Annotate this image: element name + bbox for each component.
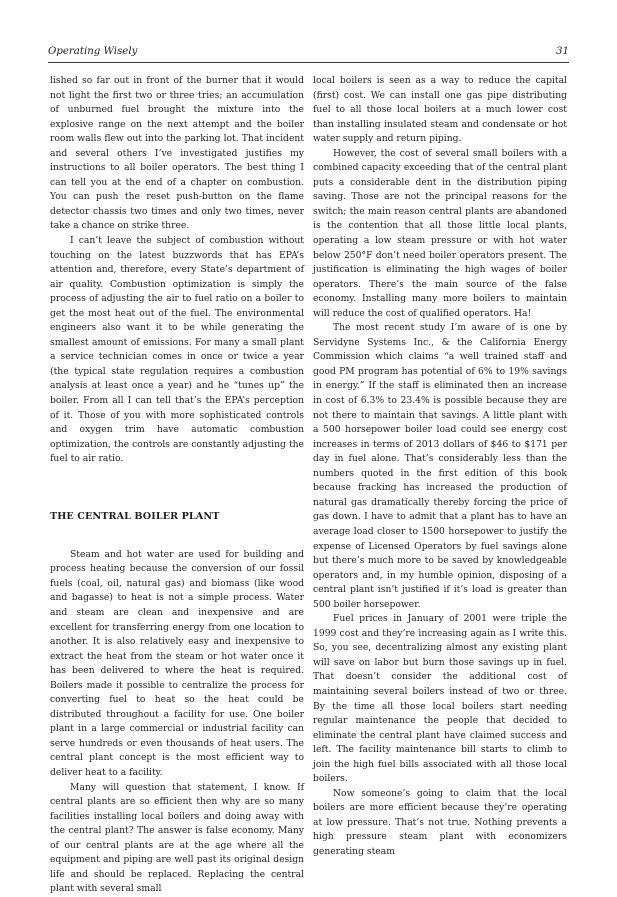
right-paragraph-2: However, the cost of several small boilers with a combined capacity exceeding that of the central plant puts a considerable dent in the distribution piping saving. Those are not the principal reasons for the switch; the main reason central plants are abandoned is the contention that all those little local plants, operating a low steam pressure or with hot water below 250°F don’t need boiler operators present. The justification is eliminating the high wages of boiler operators. There’s the main source of the false economy. Installing many more boilers to maintain will reduce the cost of qualified operators. Ha!: [313, 147, 567, 319]
page-number: 31: [556, 46, 569, 57]
right-column: [313, 74, 567, 860]
section-heading: THE CENTRAL BOILER PLANT: [50, 510, 220, 522]
right-paragraph-3: The most recent study I’m aware of is one by Servidyne Systems Inc., & the California Energy Commission which claims “a well trained staff and good PM program has potential of 6% to 19% savings in energy.” If the staff is eliminated then an increase in cost of 6.3% to 23.4% is possible because they are not there to maintain that savings. A little plant with a 500 horsepower boiler load could see energy cost increases in terms of 2013 dollars of $46 to $171 per day in fuel alone. That’s considerably less than the numbers quoted in the first edition of this book because fracking has increased the production of natural gas dramatically thereby forcing the price of gas down. I have to admit that a plant has to have an average load closer to 1500 horsepower to justify the expense of Licensed Operators by fuel savings alone but there’s much more to be saved by knowledgeable operators and, in my humble opinion, disposing of a central plant isn’t justified if it’s load is greater than 500 boiler horsepower.: [313, 322, 567, 610]
running-title: Operating Wisely: [48, 46, 138, 57]
right-paragraph-1: local boilers is seen as a way to reduce the capital (first) cost. We can install one gas pipe distributing fuel to all those local boilers at a much lower cost than installing insulated steam and condensate or hot water supply and return piping.: [313, 75, 567, 145]
left-paragraph-2: I can’t leave the subject of combustion without touching on the latest buzzwords that has EPA’s attention and, therefore, every State’s department of air quality. Combustion optimization is simply the process of adjusting the air to fuel ratio on a boiler to get the most heat out of the fuel. The environmental engineers also want it to be while generating the smallest amount of emissions. For many a small plant a service technician comes in once or twice a year (the typical state regulation requires a combustion analysis at least once a year) and he “tunes up” the boiler. From all I can tell that’s the EPA’s perception of it. Those of you with more sophisticated controls and oxygen trim have automatic combustion optimization, the controls are constantly adjusting the fuel to air ratio.: [50, 235, 304, 465]
right-paragraph-5: Now someone’s going to claim that the local boilers are more efficient because they’re operating at low pressure. That’s not true. Nothing prevents a high pressure steam plant with economizers generating steam: [313, 787, 567, 857]
right-paragraph-4: Fuel prices in January of 2001 were triple the 1999 cost and they’re increasing again as I write this. So, you see, decentralizing almost any existing plant will save on labor but burn those savings up in fuel. That doesn’t consider the additional cost of maintaining several boilers instead of two or three. By the time all those local boilers start needing regular maintenance the people that decided to eliminate the central plant have claimed success and left. The facility maintenance bill starts to climb to join the high fuel bills associated with all those local boilers.: [313, 613, 567, 785]
left-column: [50, 74, 304, 897]
left-paragraph-1: lished so far out in front of the burner that it would not light the first two or three tries; an accumulation of unburned fuel brought the mixture into the explosive range on the next attempt and the boiler room walls flew out into the parking lot. That incident and several others I’ve investigated justifies my instructions to all boiler operators. The best thing I can tell you at the end of a chapter on combustion. You can push the reset push-button on the flame detector chassis two times and only two times, never take a chance on strike three.: [50, 75, 304, 232]
left-paragraph-4: Many will question that statement, I know. If central plants are so efficient then why are so many facilities installing local boilers and doing away with the central plant? The answer is false economy. Many of our central plants are at the age where all the equipment and piping are well past its original design life and should be replaced. Replacing the central plant with several small: [50, 781, 304, 895]
running-header: [48, 44, 569, 63]
left-paragraph-3: Steam and hot water are used for building and process heating because the conversion of our fossil fuels (coal, oil, natural gas) and biomass (like wood and bagasse) to heat is not a simple process. Water and steam are clean and inexpensive and are excellent for transferring energy from one location to another. It is also relatively easy and inexpensive to extract the heat from the steam or hot water once it has been delivered to where the heat is required. Boilers made it possible to centralize the process for converting fuel to heat so the heat could be distributed throughout a facility for use. One boiler plant in a large commercial or industrial facility can serve hundreds or even thousands of heat users. The central plant concept is the most efficient way to deliver heat to a facility.: [50, 548, 304, 778]
